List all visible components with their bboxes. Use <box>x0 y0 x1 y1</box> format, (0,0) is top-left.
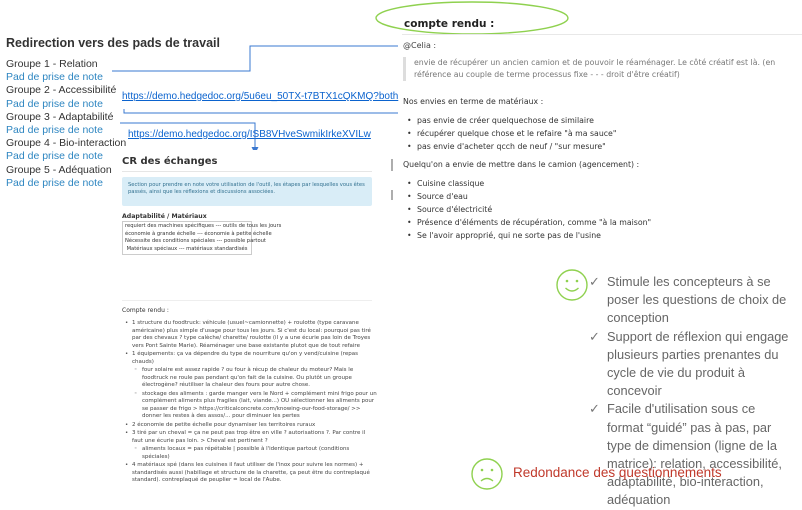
positive-text: Stimule les concepteurs à se poser les questions de choix de conception <box>607 274 787 326</box>
group-2-pad-link[interactable]: Pad de prise de note <box>6 97 103 110</box>
check-icon: ✓ <box>589 401 600 417</box>
camion-item: • Présence d'éléments de récupération, comme "à la maison" <box>403 216 798 229</box>
materials-row: Matériaux spéciaux --- matériaux standardisés <box>126 245 248 252</box>
materials-row: économie à grande échelle --- économie à petite échelle <box>125 230 272 237</box>
list-item: • 1 équipements: ça va dépendre du type de nourriture qu'on y vend/cuisine (repas chauds) <box>122 351 377 366</box>
check-icon: ✓ <box>589 328 600 344</box>
group-3-label: Groupe 3 - Adaptabilité <box>6 110 114 123</box>
positive-text: Support de réflexion qui engage plusieurs parties prenantes du cycle de vie du produit à concevoir <box>607 328 789 399</box>
list-item: • 2 économie de petite échelle pour dynamiser les territoires ruraux <box>122 422 377 430</box>
compte-rendu-document <box>398 0 800 248</box>
group-3-pad-link[interactable]: Pad de prise de note <box>6 124 103 137</box>
positive-item <box>589 328 794 401</box>
embedded-pad-document <box>112 150 380 498</box>
group-4-label: Groupe 4 - Bio-interaction <box>6 137 127 150</box>
list-item: • 1 structure du foodtruck: véhicule (usuel~camionnette) + roulotte (type caravane américaine) plus simple d'usage pour tous les jours. Si c'est du local: pourquoi pas tiré par des chevaux ? type calèche/ charette/ roulotte (il y a une écurie pas loin de Troyes vers Pont Sainte Marie). Réaménager une base existante plutot que de tout refaire <box>122 320 377 350</box>
envie-item: • pas envie d'acheter qcch de neuf / "sur mesure" <box>403 140 798 153</box>
sub-list-item: ◦ aliments locaux = pas répétable | possible à l'identique partout (conditions spéciales) <box>122 446 377 461</box>
check-icon: ✓ <box>589 274 600 289</box>
happy-smiley-icon <box>555 268 591 304</box>
divider <box>122 171 372 172</box>
materials-table <box>122 221 282 255</box>
page-title: Redirection vers des pads de travail <box>6 36 220 50</box>
compte-rendu-list <box>122 320 377 486</box>
group-5-pad-link[interactable]: Pad de prise de note <box>6 176 103 189</box>
info-box: Section pour prendre en note votre utilisation de l'outil, les étapes par lesquelles vous êtes passés, ainsi que les réflexions et discussions associées. <box>122 177 372 206</box>
list-item: • 3 tiré par un cheval = ça ne peut pas trop être en ville ? autorisations ?. Par contre il faut une écurie pas loin. > Cheval est pertinent ? <box>122 430 377 445</box>
camion-item: • Source d'eau <box>403 190 798 203</box>
compte-rendu-label: Compte rendu : <box>122 307 169 314</box>
positive-item <box>589 273 794 328</box>
materials-row: requiert des machines spécifiques --- outils de tous les jours <box>125 223 282 229</box>
camion-heading: Quelqu'on a envie de mettre dans le camion (agencement) : <box>403 160 640 169</box>
compte-rendu-body <box>403 96 798 242</box>
divider <box>122 300 372 301</box>
group-4-pad-link[interactable]: Pad de prise de note <box>6 150 103 163</box>
camion-item: • Cuisine classique <box>403 177 798 190</box>
group-1-label: Groupe 1 - Relation <box>6 58 98 70</box>
compte-rendu-title: compte rendu : <box>404 18 495 30</box>
divider <box>402 34 802 35</box>
positive-text: Facile d'utilisation sous ce format “guidé” pas à pas, par type de dimension (ligne de la matrice): relation, accessibilité, adaptabilité, bio-interaction, adéquation <box>607 401 782 508</box>
cr-title: CR des échanges <box>122 156 218 167</box>
sad-smiley-icon <box>470 457 506 493</box>
envie-item: • récupérer quelque chose et le refaire "à ma sauce" <box>403 127 798 140</box>
hedgedoc-url-2[interactable]: https://demo.hedgedoc.org/ISB8VHveSwmikIrkeXVILw <box>128 129 371 140</box>
envies-heading: Nos envies en terme de matériaux : <box>403 97 544 106</box>
hedgedoc-url-1[interactable]: https://demo.hedgedoc.org/5u6eu_50TX-t7BTX1cQKMQ?both <box>122 91 399 102</box>
materials-row: Nécessite des conditions spéciales --- possible partout <box>125 238 266 245</box>
negative-feedback-text: Redondance des questionnements <box>513 465 722 480</box>
list-item: • 4 matériaux spé (dans les cuisines il faut utiliser de l'inox pour suivre les normes) + standardisés aussi (habillage et structure de la charette, ça peut être du contreplaqué standard). contreplaqué de peuplier = local de l'Aube. <box>122 462 377 485</box>
sub-list-item: ◦ stockage des aliments : garde manger vers le Nord + complément mini frigo pour un complément aliments plus fragiles (lait, viande...) OU sélectionner les aliments pour se passer de frigo > https://criticalconcrete.com/knowing-our-food-storage/ >> donner les restes à des assos/... pour diminuer les pertes <box>122 391 377 421</box>
blockquote: envie de récupérer un ancien camion et de pouvoir le réaménager. Le côté créatif est là. (en référence au couple de terme processus fixe - - - droit d'être créatif) <box>403 57 798 81</box>
mention-celia: @Celia : <box>403 41 437 50</box>
envie-item: • pas envie de créer quelquechose de similaire <box>403 114 798 127</box>
group-5-label: Groupe 5 - Adéquation <box>6 163 112 176</box>
camion-item: • Se l'avoir approprié, qui ne sorte pas de l'usine <box>403 229 798 242</box>
positive-item <box>589 400 794 509</box>
camion-item: • Source d'électricité <box>403 203 798 216</box>
sub-list-item: ◦ four solaire est assez rapide ? ou four à récup de chaleur du moteur? Mais le foodtruck ne roule pas pendant qu'on fait de la cuisine. Ou plutôt un groupe électrogène? réutiliser la chaleur des fours pour autre chose. <box>122 367 377 390</box>
group-2-label: Groupe 2 - Accessibilité <box>6 84 117 97</box>
adaptabilite-heading: Adaptabilité / Matériaux <box>122 213 207 220</box>
group-1-pad-link[interactable]: Pad de prise de note <box>6 71 103 84</box>
